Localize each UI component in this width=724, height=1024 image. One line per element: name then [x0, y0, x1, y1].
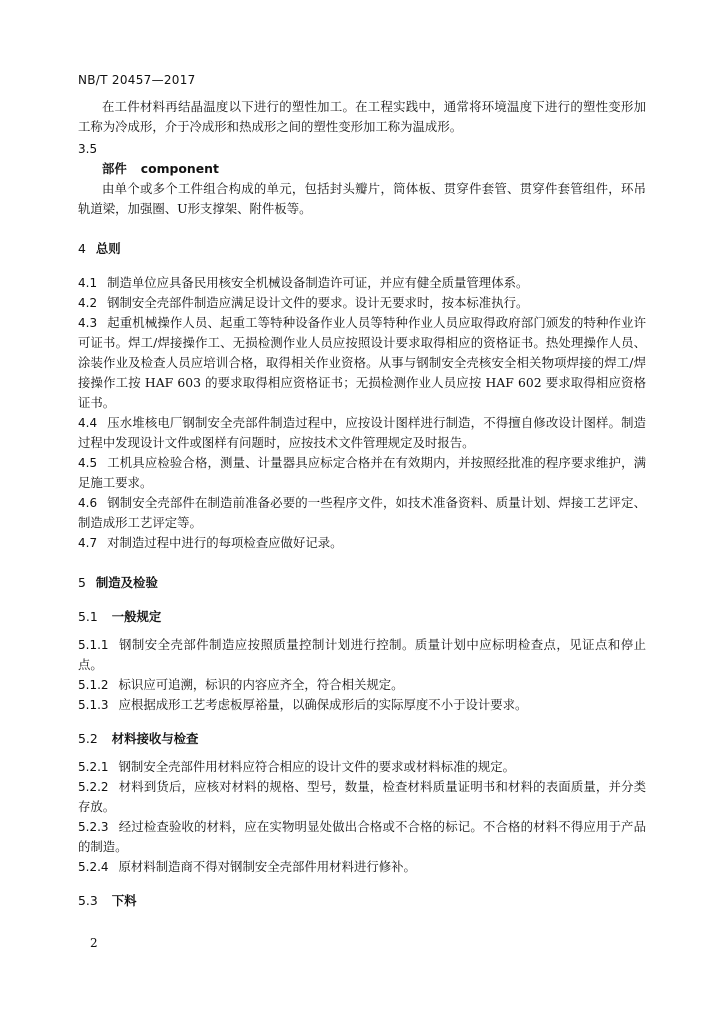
- clause-5-2-2: 5.2.2 材料到货后，应核对材料的规格、型号，数量，检查材料质量证明书和材料的表面质量，并分类存放。: [78, 779, 646, 814]
- clause-5-1-1: 5.1.1 钢制安全壳部件制造应按照质量控制计划进行控制。质量计划中应标明检查点，见证点和停止点。: [78, 637, 646, 672]
- subsection-5-1-heading: 5.1 一般规定: [78, 609, 162, 624]
- section-5-title: 制造及检验: [95, 575, 158, 590]
- subsection-5-2-heading: 5.2 材料接收与检查: [78, 731, 199, 746]
- section-4-heading: [78, 239, 646, 259]
- term-en: component: [140, 161, 219, 176]
- intro-paragraph: 在工件材料再结晶温度以下进行的塑性加工。在工程实践中，通常将环境温度下进行的塑性变形加工称为冷成形，介于冷成形和热成形之间的塑性变形加工称为温成形。: [78, 99, 646, 134]
- clause-5-1-2: 5.1.2 标识应可追溯，标识的内容应齐全，符合相关规定。: [78, 677, 404, 692]
- term-zh: 部件: [102, 161, 127, 176]
- term-number: 3.5: [78, 142, 98, 156]
- section-5-heading: [78, 573, 646, 593]
- term-definition: 由单个或多个工件组合构成的单元，包括封头瓣片，筒体板、贯穿件套管、贯穿件套管组件，环吊轨道梁，加强圈、U形支撑架、附件板等。: [78, 181, 646, 216]
- clause-5-2-1: 5.2.1 钢制安全壳部件用材料应符合相应的设计文件的要求或材料标准的规定。: [78, 759, 516, 774]
- term-title: [78, 159, 646, 179]
- clause-5-2-4: 5.2.4 原材料制造商不得对钢制安全壳部件用材料进行修补。: [78, 859, 416, 874]
- clause-4-1: 4.1 制造单位应具备民用核安全机械设备制造许可证，并应有健全质量管理体系。: [78, 275, 529, 290]
- clause-4-4: 4.4 压水堆核电厂钢制安全壳部件制造过程中，应按设计图样进行制造，不得擅自修改设计图样。制造过程中发现设计文件或图样有问题时，应按技术文件管理规定及时报告。: [78, 415, 646, 450]
- clause-4-7: 4.7 对制造过程中进行的每项检查应做好记录。: [78, 535, 343, 550]
- clause-5-2-3: 5.2.3 经过检查验收的材料，应在实物明显处做出合格或不合格的标记。不合格的材料不得应用于产品的制造。: [78, 819, 646, 854]
- clause-5-1-3: 5.1.3 应根据成形工艺考虑板厚裕量，以确保成形后的实际厚度不小于设计要求。: [78, 697, 528, 712]
- page-content: [78, 97, 646, 911]
- subsection-5-3-heading: 5.3 下料: [78, 893, 137, 908]
- clause-4-3: 4.3 起重机械操作人员、起重工等特种设备作业人员等特种作业人员应取得政府部门颁发的特种作业许可证书。焊工/焊接操作工、无损检测作业人员应按照设计要求取得相应的资格证书。热处理操作人员、涂装作业及检查人员应培训合格，取得相关作业资格。从事与钢制安全壳核安全相关物项焊接的焊工/焊接操作工按 HAF 603 的要求取得相应资格证书；无损检测作业人员应按 HAF 602 要求取得相应资格证书。: [78, 315, 646, 410]
- standard-code-header: NB/T 20457—2017: [78, 73, 196, 87]
- clause-4-5: 4.5 工机具应检验合格，测量、计量器具应标定合格并在有效期内，并按照经批准的程序要求维护，满足施工要求。: [78, 455, 646, 490]
- clause-4-6: 4.6 钢制安全壳部件在制造前准备必要的一些程序文件，如技术准备资料、质量计划、焊接工艺评定、制造成形工艺评定等。: [78, 495, 646, 530]
- section-5-number: 5: [78, 575, 86, 590]
- section-4-number: 4: [78, 241, 86, 256]
- page-number: 2: [90, 936, 98, 950]
- section-4-title: 总则: [95, 241, 121, 256]
- clause-4-2: 4.2 钢制安全壳部件制造应满足设计文件的要求。设计无要求时，按本标准执行。: [78, 295, 529, 310]
